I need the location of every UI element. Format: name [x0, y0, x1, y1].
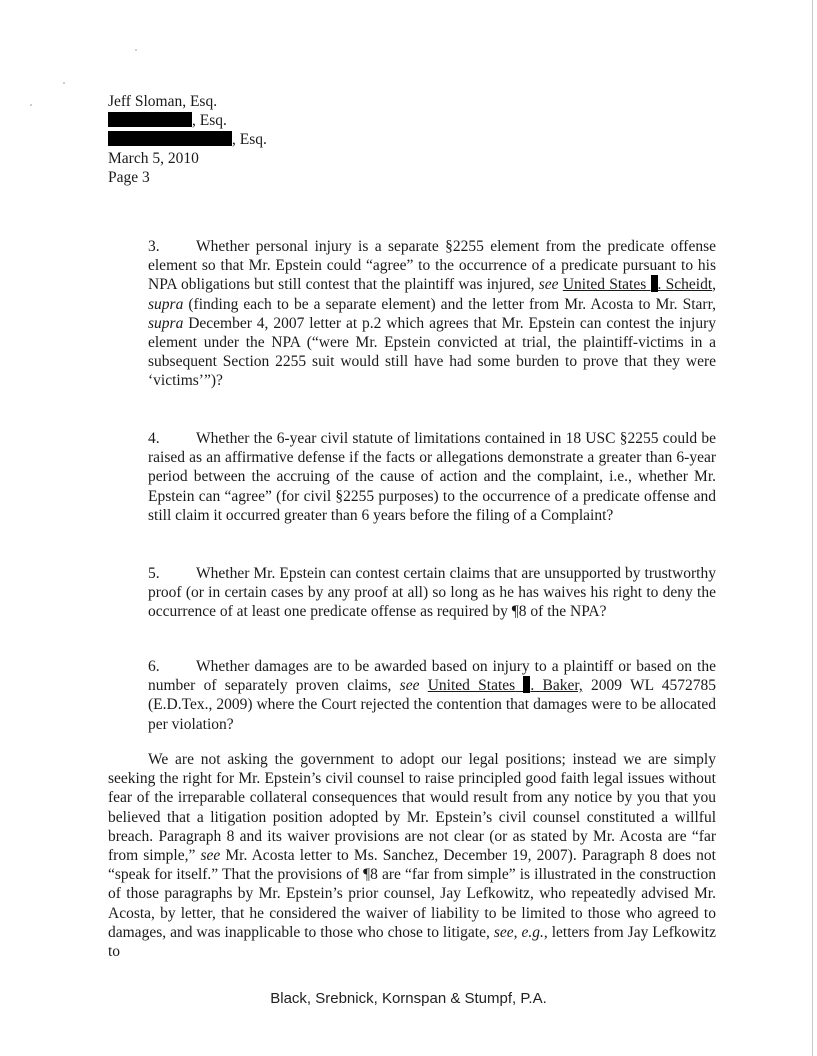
scan-speck	[135, 49, 137, 51]
page-number: Page 3	[108, 169, 150, 186]
item-number: 3.	[148, 238, 160, 255]
scan-speck	[63, 82, 65, 84]
letter-header	[108, 92, 267, 187]
recipient-name: Jeff Sloman, Esq.	[108, 93, 218, 110]
redacted-recipient-2: , Esq.	[108, 130, 267, 149]
redaction-block	[108, 131, 232, 146]
numbered-item-4: 4. Whether the 6-year civil statute of limitations contained in 18 USC §2255 could be raised as an affirmative defense if the facts or allegations demonstrate a greater than 6-year period between the accruing of the cause of action and the complaint, i.e., whether Mr. Epstein can “agree” (for civil §2255 purposes) to the occurrence of a predicate offense and still claim it occurred greater than 6 years before the filing of a Complaint?	[148, 430, 716, 524]
redaction-block	[108, 112, 192, 127]
item-number: 5.	[148, 565, 160, 582]
numbered-item-5: 5. Whether Mr. Epstein can contest certain claims that are unsupported by trustworthy proof (or in certain cases by any proof at all) so long as he has waives his right to deny the occurrence of at least one predicate offense as required by ¶8 of the NPA?	[148, 565, 716, 621]
case-citation-scheidt: United States . Scheidt	[562, 276, 713, 294]
item-number: 6.	[148, 658, 160, 675]
page-edge	[812, 0, 813, 1056]
letter-date: March 5, 2010	[108, 150, 199, 167]
case-citation-baker: United States . Baker,	[427, 677, 583, 695]
redacted-recipient-1: , Esq.	[108, 111, 267, 130]
body-paragraph: We are not asking the government to adopt our legal positions; instead we are simply seeking the right for Mr. Epstein’s civil counsel to raise principled good faith legal issues without fear of the irreparable collateral consequences that would result from any notice by you that you believed that a litigation position adopted by Mr. Epstein’s civil counsel constituted a willful breach. Paragraph 8 and its waiver provisions are not clear (or as stated by Mr. Acosta are “far from simple,” see Mr. Acosta letter to Ms. Sanchez, December 19, 2007). Paragraph 8 does not “speak for itself.” That the provisions of ¶8 are “far from simple” is illustrated in the construction of those paragraphs by Mr. Epstein’s prior counsel, Jay Lefkowitz, who repeatedly advised Mr. Acosta, by letter, that he considered the waiver of liability to be limited to those who agreed to damages, and was inapplicable to those who chose to litigate, see, e.g., letters from Jay Lefkowitz to	[108, 751, 716, 961]
scan-speck	[30, 104, 32, 106]
item-number: 4.	[148, 430, 160, 447]
numbered-item-6: 6. Whether damages are to be awarded based on injury to a plaintiff or based on the number of separately proven claims, see United States . Baker, 2009 WL 4572785 (E.D.Tex., 2009) where the Court rejected the contention that damages were to be allocated per violation?	[148, 658, 717, 733]
firm-footer: Black, Srebnick, Kornspan & Stumpf, P.A.	[270, 990, 547, 1007]
numbered-item-3: 3. Whether personal injury is a separate §2255 element from the predicate offense element so that Mr. Epstein could “agree” to the occurrence of a predicate pursuant to his NPA obligations but still contest that the plaintiff was injured, see United States . Scheidt, supra (finding each to be a separate element) and the letter from Mr. Acosta to Mr. Starr, supra December 4, 2007 letter at p.2 which agrees that Mr. Epstein can contest the injury element under the NPA (“were Mr. Epstein convicted at trial, the plaintiff-victims in a subsequent Section 2255 suit would still have had some burden to prove that they were ‘victims’”)?	[148, 238, 717, 390]
redaction-block	[651, 275, 658, 292]
